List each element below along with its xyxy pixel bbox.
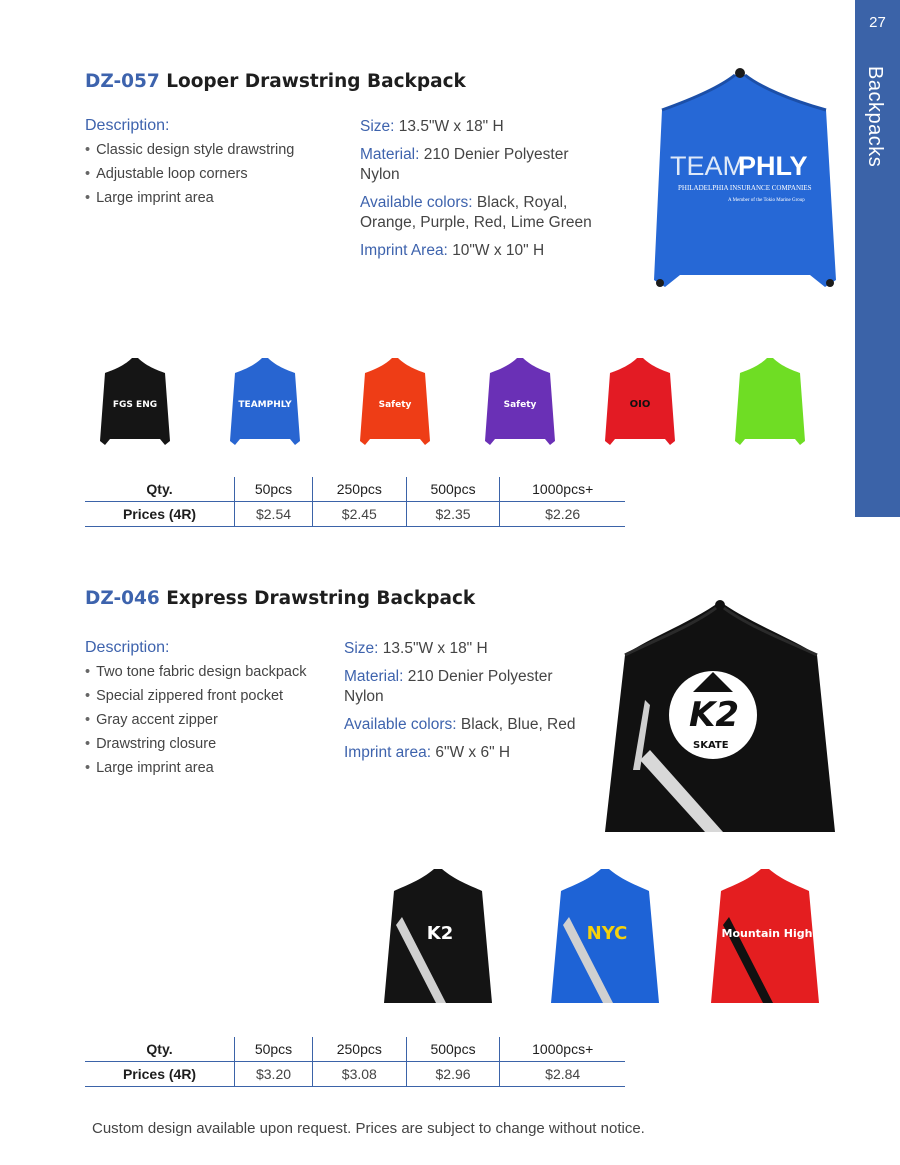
price-cell: $2.35 <box>406 502 500 527</box>
spec-colors-label: Available colors: <box>360 194 473 211</box>
spec-imprint-label: Imprint area: <box>344 744 432 761</box>
footer-note: Custom design available upon request. Prices are subject to change without notice. <box>92 1120 645 1137</box>
feature-item: • Large imprint area <box>85 758 335 782</box>
feature-list <box>85 140 345 212</box>
spec-size-label: Size: <box>360 118 395 135</box>
product-main-image <box>640 65 840 300</box>
price-cell: $2.96 <box>406 1062 500 1087</box>
spec-material-value: 210 Denier Polyester Nylon <box>360 146 569 183</box>
variant-imprint-text: Mountain High <box>721 927 813 940</box>
variant-backpack <box>705 865 825 1010</box>
price-table <box>85 477 625 527</box>
main-line2-text: A Member of the Tokio Marine Group <box>728 198 805 203</box>
spec-size-value: 13.5"W x 18" H <box>382 640 488 657</box>
swatch-imprint-text: Safety <box>378 400 412 410</box>
spec-imprint-label: Imprint Area: <box>360 242 448 259</box>
spec-imprint-value: 10"W x 10" H <box>452 242 545 259</box>
main-k2-text: K2 <box>689 695 740 735</box>
swatch-imprint-text: TEAMPHLY <box>238 400 292 410</box>
spec-colors-label: Available colors: <box>344 716 457 733</box>
feature-item: • Two tone fabric design backpack <box>85 662 335 686</box>
qty-cell: 250pcs <box>312 477 406 502</box>
page-number: 27 <box>869 14 886 31</box>
spec-material-label: Material: <box>360 146 420 163</box>
main-line1-text: PHILADELPHIA INSURANCE COMPANIES <box>678 184 812 192</box>
price-cell: $2.26 <box>500 502 625 527</box>
price-cell: $2.45 <box>312 502 406 527</box>
feature-item: • Large imprint area <box>85 188 345 212</box>
color-swatch-backpack <box>225 355 305 450</box>
price-row <box>85 502 625 527</box>
color-swatch-backpack <box>95 355 175 450</box>
price-label: Prices (4R) <box>85 1062 235 1087</box>
feature-item: • Drawstring closure <box>85 734 335 758</box>
color-swatch-backpack <box>600 355 680 450</box>
price-cell: $3.08 <box>312 1062 406 1087</box>
color-swatch-backpack <box>355 355 435 450</box>
product-title <box>85 71 466 92</box>
variant-imprint-text: NYC <box>586 923 628 944</box>
qty-cell: 50pcs <box>235 477 313 502</box>
product-description <box>85 117 345 212</box>
variant-backpack <box>378 865 498 1010</box>
product-specs <box>360 117 600 269</box>
qty-cell: 500pcs <box>406 477 500 502</box>
color-swatch-backpack <box>480 355 560 450</box>
qty-cell: 1000pcs+ <box>500 1037 625 1062</box>
product-title <box>85 588 475 609</box>
product-code: DZ-057 <box>85 71 160 92</box>
price-cell: $3.20 <box>235 1062 313 1087</box>
price-row <box>85 1062 625 1087</box>
spec-colors-value: Black, Blue, Red <box>460 716 576 733</box>
feature-item: • Special zippered front pocket <box>85 686 335 710</box>
main-brand-bold-text: PHLY <box>738 151 808 181</box>
price-cell: $2.54 <box>235 502 313 527</box>
spec-imprint-value: 6"W x 6" H <box>435 744 511 761</box>
qty-label: Qty. <box>85 1037 235 1062</box>
description-heading: Description: <box>85 117 170 134</box>
qty-cell: 500pcs <box>406 1037 500 1062</box>
description-heading: Description: <box>85 639 170 656</box>
qty-cell: 50pcs <box>235 1037 313 1062</box>
spec-size-value: 13.5"W x 18" H <box>398 118 504 135</box>
feature-list <box>85 662 335 782</box>
section-side-tab <box>855 0 900 517</box>
qty-label: Qty. <box>85 477 235 502</box>
spec-material-label: Material: <box>344 668 404 685</box>
color-swatch-backpack <box>730 355 810 450</box>
quantity-row <box>85 477 625 502</box>
price-table <box>85 1037 625 1087</box>
spec-colors-value: Black, Royal, Orange, Purple, Red, Lime Green <box>360 194 592 231</box>
product-specs <box>344 639 584 771</box>
swatch-imprint-text: Safety <box>503 400 537 410</box>
product-name: Express Drawstring Backpack <box>166 588 476 609</box>
product-main-image <box>595 600 845 845</box>
main-brand-text: TEAM <box>670 151 746 181</box>
spec-size-label: Size: <box>344 640 379 657</box>
qty-cell: 1000pcs+ <box>500 477 625 502</box>
feature-item: • Gray accent zipper <box>85 710 335 734</box>
variant-imprint-text: K2 <box>426 923 454 944</box>
product-code: DZ-046 <box>85 588 160 609</box>
price-cell: $2.84 <box>500 1062 625 1087</box>
feature-item: • Adjustable loop corners <box>85 164 345 188</box>
feature-item: • Classic design style drawstring <box>85 140 345 164</box>
spec-material-value: 210 Denier Polyester Nylon <box>344 668 553 705</box>
main-skate-text: SKATE <box>693 740 729 751</box>
price-label: Prices (4R) <box>85 502 235 527</box>
section-label: Backpacks <box>864 66 886 168</box>
swatch-imprint-text: OIO <box>629 399 651 410</box>
variant-backpack <box>545 865 665 1010</box>
qty-cell: 250pcs <box>312 1037 406 1062</box>
swatch-imprint-text: FGS ENG <box>112 400 158 410</box>
product-description <box>85 639 335 782</box>
product-name: Looper Drawstring Backpack <box>166 71 466 92</box>
quantity-row <box>85 1037 625 1062</box>
